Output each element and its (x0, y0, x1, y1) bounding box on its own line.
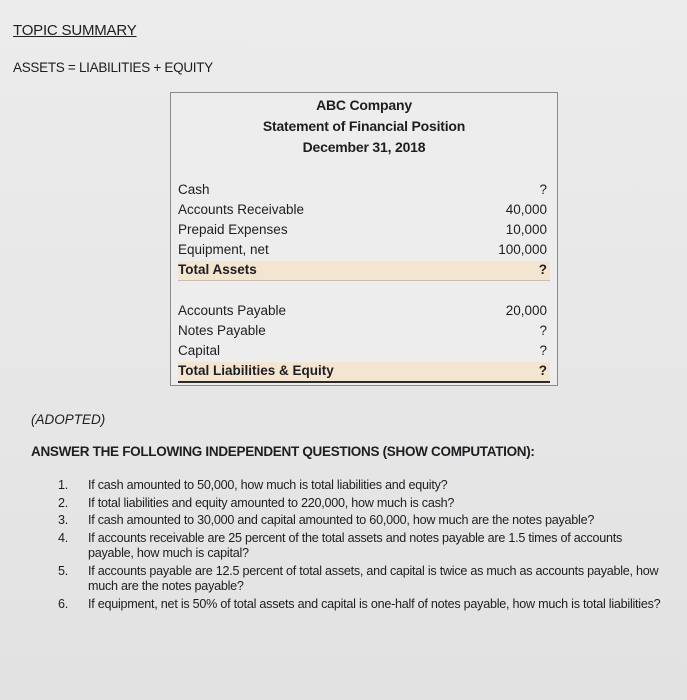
row-value: ? (538, 363, 547, 378)
question-item (58, 496, 668, 512)
instructions-heading: ANSWER THE FOLLOWING INDEPENDENT QUESTIONS (SHOW COMPUTATION): (31, 444, 535, 459)
row-label: Accounts Payable (178, 303, 287, 318)
question-item (58, 564, 668, 595)
row-label: Cash (178, 182, 210, 197)
asset-row-equipment (178, 241, 550, 260)
statement-date: December 31, 2018 (302, 139, 426, 155)
question-text: If cash amounted to 30,000 and capital amounted to 60,000, how much are the notes payable? (88, 513, 595, 527)
row-label: Total Liabilities & Equity (178, 363, 334, 378)
question-text: If total liabilities and equity amounted to 220,000, how much is cash? (88, 495, 455, 510)
row-value: ? (538, 262, 547, 277)
financial-statement (170, 92, 558, 386)
row-value: 100,000 (498, 242, 547, 257)
row-label: Capital (178, 343, 221, 358)
row-label: Notes Payable (178, 323, 266, 338)
question-number: 1. (58, 478, 69, 492)
question-text: If accounts payable are 12.5 percent of total assets, and capital is twice as much as accounts payable, how much are the notes payable? (88, 563, 659, 593)
row-value: 20,000 (505, 303, 547, 318)
row-label: Total Assets (178, 262, 257, 277)
asset-row-cash (178, 181, 550, 200)
row-label: Prepaid Expenses (178, 222, 288, 237)
row-value: 10,000 (505, 222, 547, 237)
question-item (58, 531, 668, 562)
topic-title: TOPIC SUMMARY (13, 22, 137, 39)
row-value: ? (539, 323, 547, 338)
liability-row-accounts-payable (178, 302, 550, 321)
liability-row-notes-payable (178, 322, 550, 341)
question-item (58, 513, 668, 529)
question-item (58, 597, 668, 613)
equity-row-capital (178, 342, 550, 361)
question-text: If accounts receivable are 25 percent of the total assets and notes payable are 1.5 times of accounts payable, how much is capital? (88, 530, 623, 560)
question-item (58, 478, 668, 494)
accounting-equation: ASSETS = LIABILITIES + EQUITY (13, 60, 213, 75)
row-value: 40,000 (505, 202, 547, 217)
row-label: Accounts Receivable (178, 202, 305, 217)
question-number: 5. (58, 563, 69, 578)
total-liabilities-equity-row (178, 362, 550, 383)
statement-title: Statement of Financial Position (262, 118, 466, 134)
row-value: ? (539, 343, 547, 358)
asset-row-prepaid-expenses (178, 221, 550, 240)
question-number: 2. (58, 495, 69, 510)
row-label: Equipment, net (178, 242, 269, 257)
row-value: ? (539, 182, 547, 197)
asset-row-accounts-receivable (178, 201, 550, 220)
adopted-note: (ADOPTED) (31, 412, 106, 427)
question-text: If equipment, net is 50% of total assets and capital is one-half of notes payable, how much is total liabilities? (88, 596, 661, 611)
question-text: If cash amounted to 50,000, how much is total liabilities and equity? (88, 478, 448, 492)
company-name: ABC Company (316, 97, 412, 113)
question-list (58, 478, 668, 614)
total-assets-row (178, 261, 550, 281)
question-number: 6. (58, 596, 69, 611)
question-number: 3. (58, 513, 69, 527)
question-number: 4. (58, 530, 69, 545)
